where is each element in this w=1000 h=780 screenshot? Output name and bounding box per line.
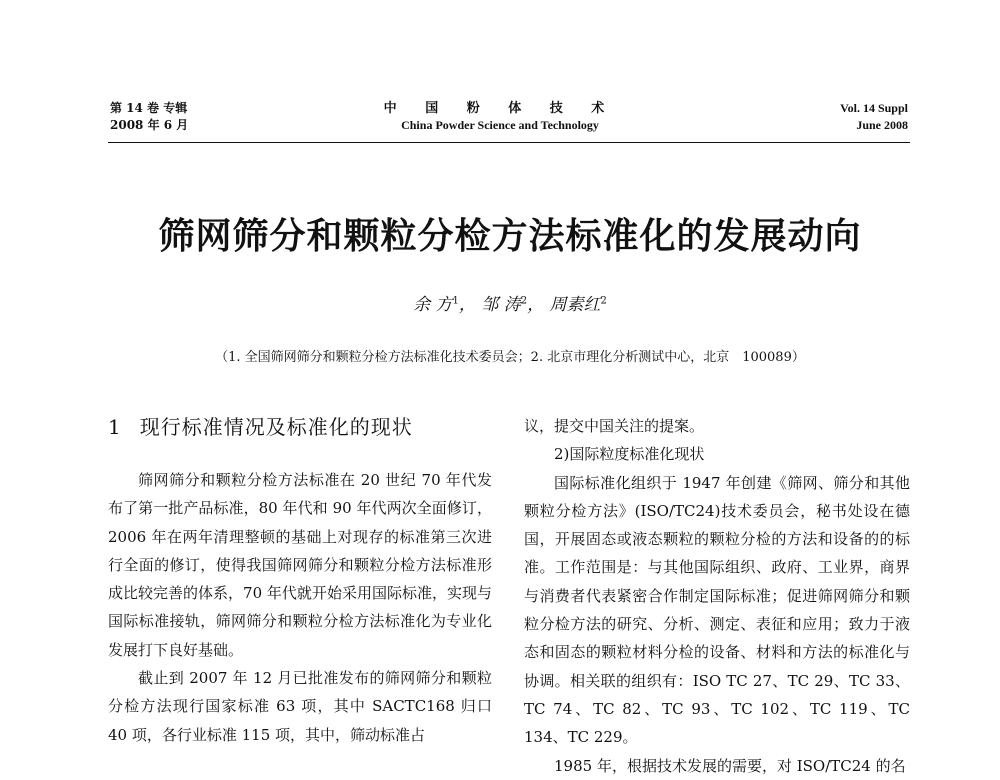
journal-name: [330, 100, 670, 134]
volume-en: Vol. 14 Suppl: [840, 101, 908, 115]
article-title: 筛网筛分和颗粒分检方法标准化的发展动向: [158, 215, 862, 257]
issue-date: 2008 年 6 月: [110, 118, 189, 132]
author-affiliation: （1. 全国筛网筛分和颗粒分检方法标准化技术委员会；2. 北京市理化分析测试中心，北京 100089）: [215, 350, 805, 365]
author-affil-mark: 2: [600, 295, 607, 307]
section-title: 现行标准情况及标准化的现状: [139, 415, 413, 439]
author-separator: ，: [458, 295, 476, 315]
section-heading: [108, 412, 492, 442]
author-name: 周素红: [549, 295, 601, 315]
author-name: 余 方: [413, 295, 453, 315]
section-number: 1: [108, 415, 122, 439]
body-paragraph: 国际标准化组织于 1947 年创建《筛网、筛分和其他颗粒分检方法》(ISO/TC24)技术委员会，秘书处设在德国，开展固态或液态颗粒的颗粒分检的方法和设备的的标准。工作范围是：与其他国际组织、政府、工业界，商界与消费者代表紧密合作制定国际标准；促进筛网筛分和颗粒分检方法的研究、分析、测定、表征和应用；致力于液态和固态的颗粒材料分检的设备、材料和方法的标准化与协调。相关联的组织有：ISO TC 27、TC 29、TC 33、TC 74、TC 82、TC 93、TC 102、TC 119、TC 134、TC 229。: [524, 473, 910, 747]
volume-label: 第 14 卷 专辑: [110, 101, 188, 115]
journal-issue-info: [110, 100, 188, 134]
author-affil-mark: 1: [452, 295, 459, 307]
header-rule: [108, 142, 910, 143]
body-paragraph: 1985 年，根据技术发展的需要，对 ISO/TC24 的名: [554, 756, 906, 775]
body-paragraph-continued: 议，提交中国关注的提案。: [524, 417, 705, 435]
body-paragraph: 筛网筛分和颗粒分检方法标准在 20 世纪 70 年代发布了第一批产品标准，80 年代和 90 年代两次全面修订，2006 年在两年清理整顿的基础上对现存的标准第三次进行全面的修订，使得我国筛网筛分和颗粒分检方法标准形成比较完善的体系，70 年代就开始采用国际标准，实现与国际标准接轨，筛网筛分和颗粒分检方法标准化为专业化发展打下良好基础。: [108, 471, 492, 659]
author-affil-mark: 2: [520, 295, 528, 307]
author-separator: ，: [527, 295, 545, 315]
author-name: 邹 涛: [481, 295, 521, 315]
left-column: [108, 412, 492, 749]
journal-name-en: China Powder Science and Technology: [401, 118, 599, 132]
right-column: [524, 412, 910, 780]
journal-volume-en: [840, 100, 908, 134]
date-en: June 2008: [856, 118, 908, 132]
author-list: [100, 290, 920, 315]
subsection-heading: 2)国际粒度标准化现状: [554, 445, 705, 464]
journal-name-cn: 中 国 粉 体 技 术: [383, 101, 617, 116]
body-paragraph: 截止到 2007 年 12 月已批准发布的筛网筛分和颗粒分检方法现行国家标准 63 项，其中 SACTC168 归口 40 项，各行业标准 115 项，其中，筛动标准占: [108, 669, 492, 744]
